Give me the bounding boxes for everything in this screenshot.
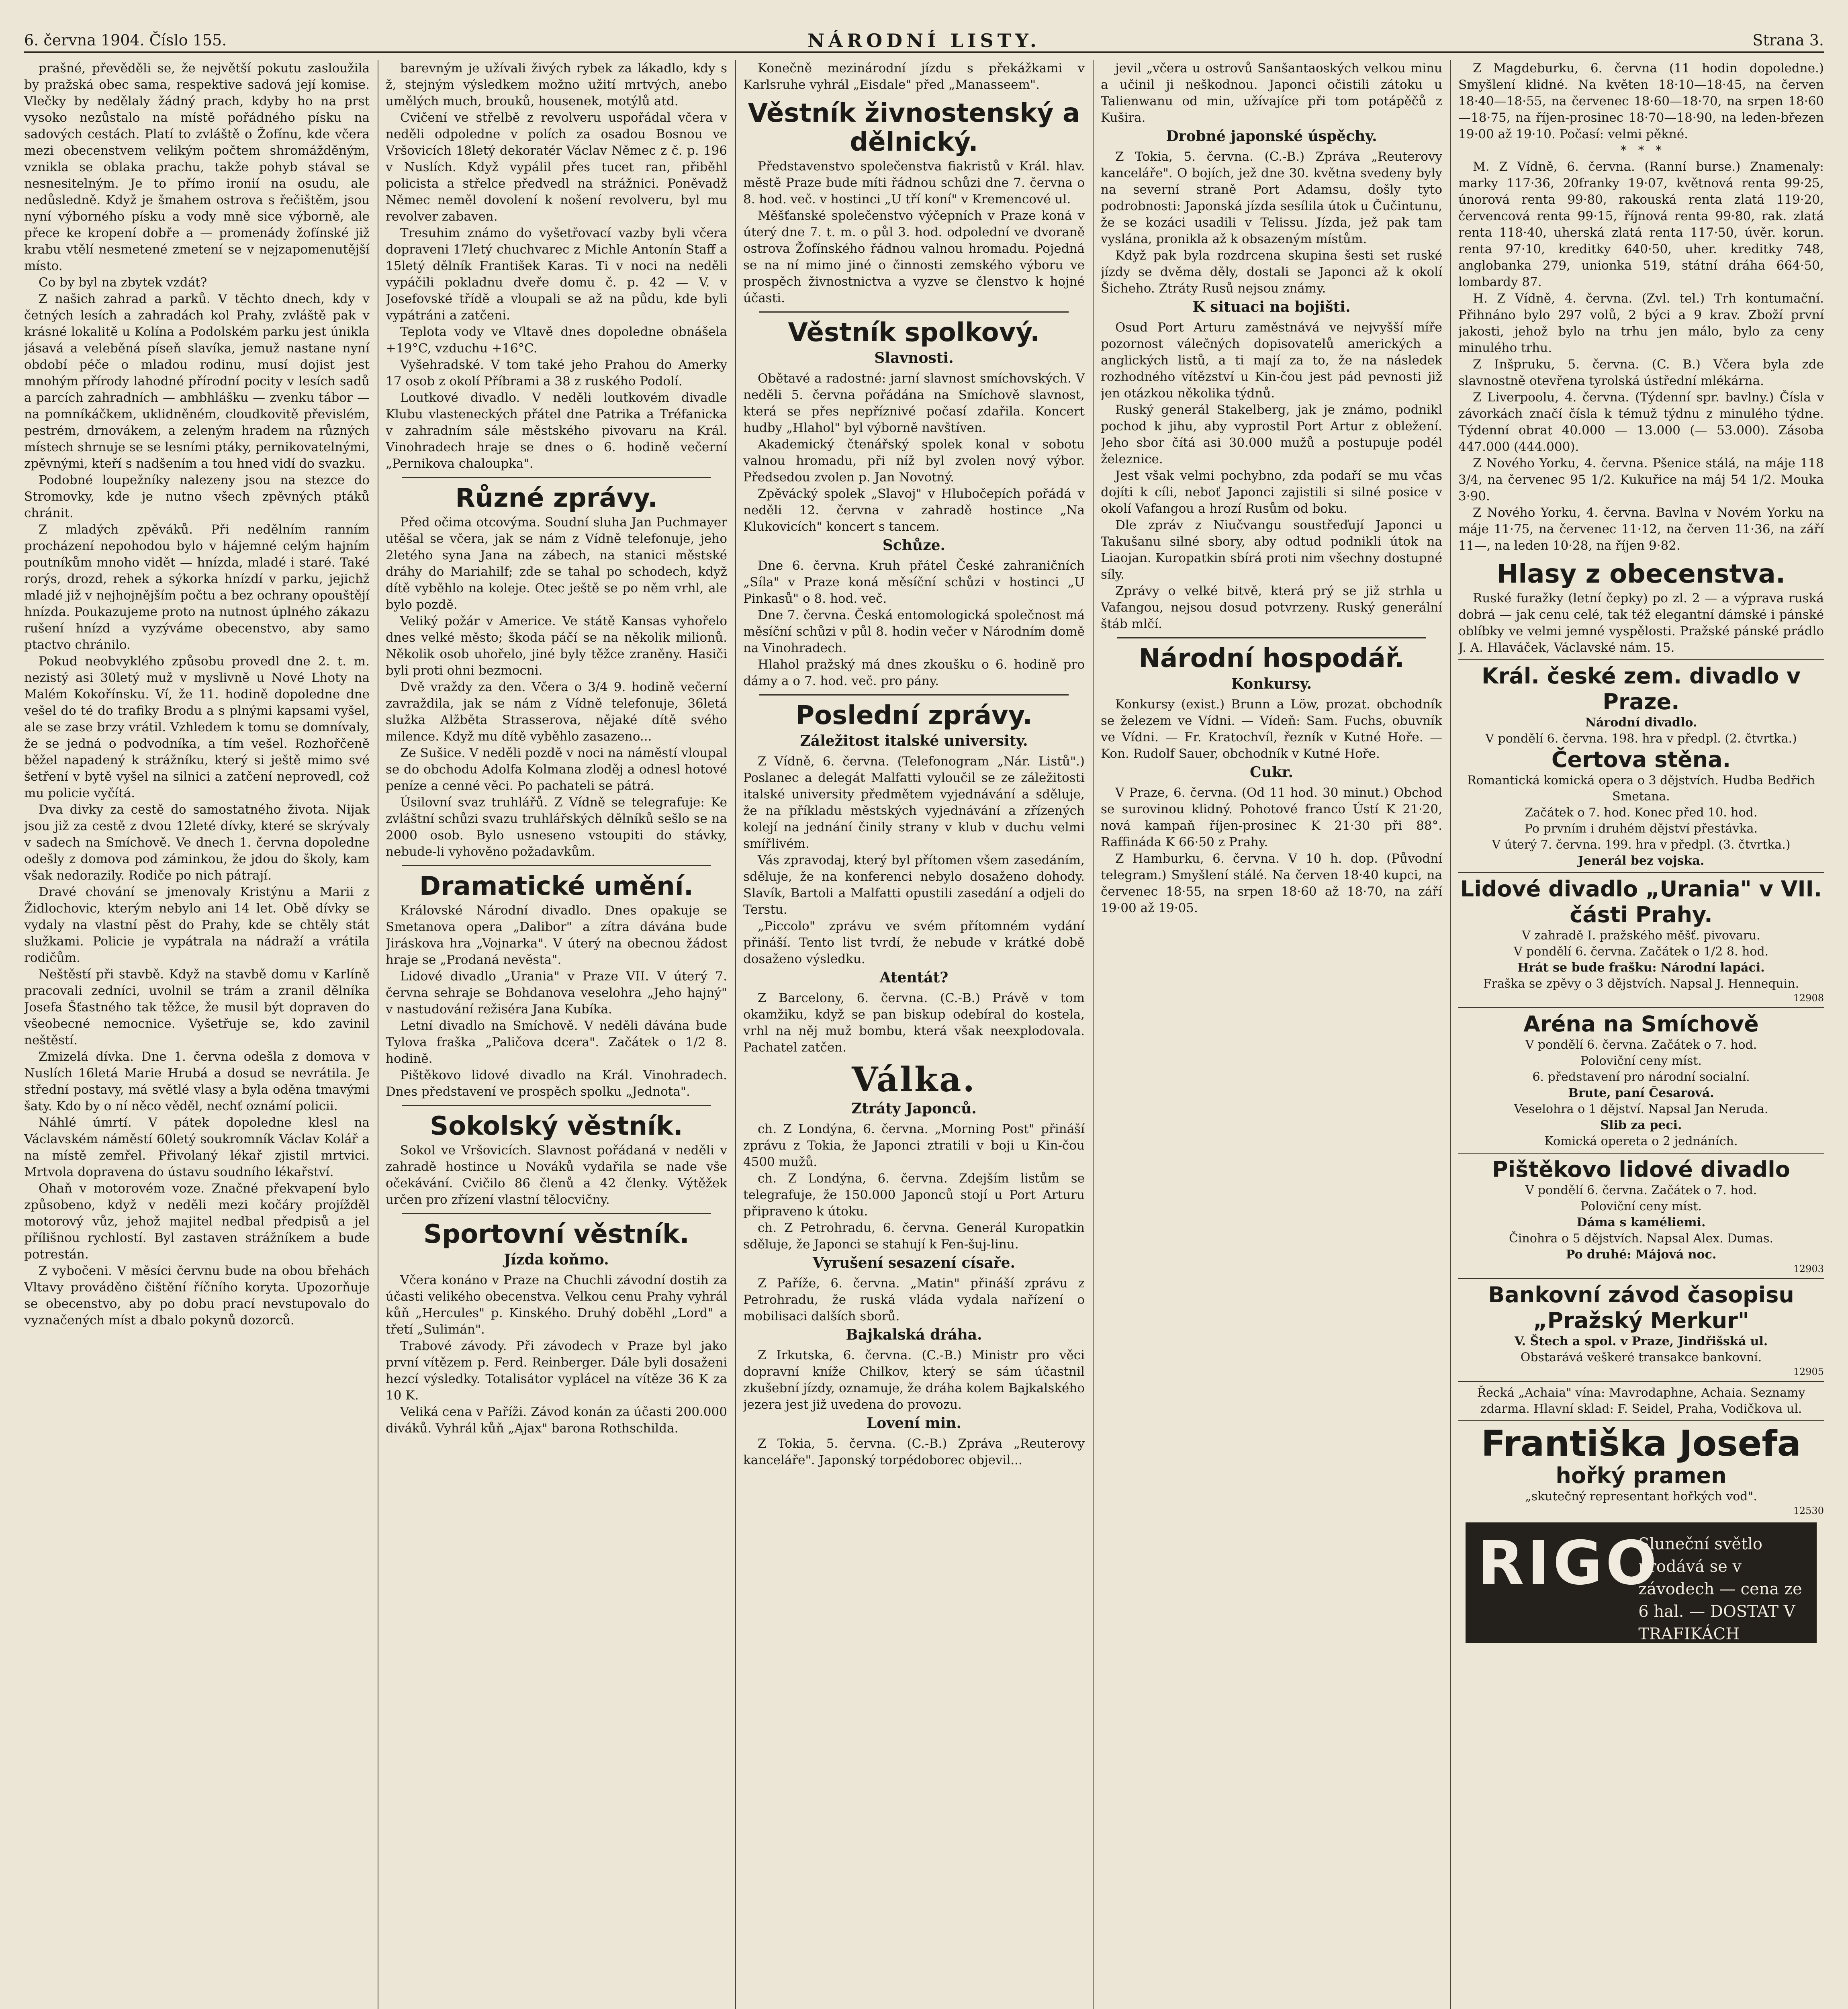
- article-paragraph: jevil „včera u ostrovů Sanšantaoských velkou minu a učinil ji neškodnou. Japonci očistili zátoku u Talienwanu od min, užívajíce při tom potápěčů z Kušira.: [1101, 61, 1442, 125]
- section-separator: [402, 1105, 711, 1106]
- ad-subtitle: Národní divadlo.: [1585, 716, 1697, 730]
- article-paragraph: barevným je užívali živých rybek za lákadlo, kdy s ž, stejným výsledkem možno užití mrtvých, anebo umělých much, brouků, housenek, motýlů atd.: [386, 61, 727, 108]
- theatre-ad: [1458, 659, 1824, 869]
- article-paragraph: Veliký požár v Americe. Ve státě Kansas vyhořelo dnes velké město; škoda páčí se na několik milionů. Několik osob uhořelo, jiné byly těžce zraněny. Hasiči byli proti ohni bezmocni.: [386, 614, 727, 678]
- ad-line: V pondělí 6. června. 198. hra v předpl. (2. čtvrtka.): [1485, 732, 1797, 746]
- article-paragraph: Ruský generál Stakelberg, jak je známo, podnikl pochod k jihu, aby vyprostil Port Artur z obležení. Jeho sbor čítá asi 30.000 mužů a postupuje podél železnice.: [1101, 403, 1442, 466]
- theatre-ad: [1458, 1007, 1824, 1150]
- subsection-heading: Záležitost italské university.: [800, 732, 1028, 749]
- subsection-heading: Bajkalská dráha.: [846, 1326, 982, 1343]
- article-paragraph: Osud Port Arturu zaměstnává ve nejvyšší míře pozornost válečných dopisovatelů amerických a anglických listů, a ti mají za to, že na následek rozhodného vítězství u Kin-čou jest pád pevnosti již jen otázkou několika týdnů.: [1101, 320, 1442, 401]
- ad-title: Král. české zem. divadlo v Praze.: [1481, 663, 1801, 714]
- column-1: [24, 60, 370, 2009]
- article-paragraph: Akademický čtenářský spolek konal v sobotu valnou hromadu, při níž byl zvolen nový výbor. Předsedou zvolen p. Jan Novotný.: [743, 437, 1085, 485]
- column-rule: [1093, 60, 1094, 2009]
- ad-play-title: Čertova stěna.: [1551, 747, 1731, 772]
- ad-line: V pondělí 6. června. Začátek o 1/2 8. hod.: [1513, 945, 1769, 959]
- article-paragraph: Ohaň v motorovém voze. Značné překvapení bylo způsobeno, když v neděli mezi kočáry projížděl motorový vůz, jehož majitel nedbal předpisů a jel přílišnou rychlostí. Byl zastaven strážníkem a bude potrestán.: [24, 1181, 370, 1262]
- section-heading: Hlasy z obecenstva.: [1496, 559, 1786, 589]
- subsection-heading: Drobné japonské úspěchy.: [1166, 128, 1377, 145]
- article-paragraph: Zmizelá dívka. Dne 1. června odešla z domova v Nuslích 16letá Marie Hrubá a dosud se nevrátila. Je střední postavy, má světlé vlasy a byla oděna tmavými šaty. Kdo by o ní něco věděl, nechť oznámí policii.: [24, 1050, 370, 1113]
- article-paragraph: Když pak byla rozdrcena skupina šesti set ruské jízdy se dvěma děly, dostali se Japonci až k okolí Šicheho. Ztráty Rusů nejsou známy.: [1101, 248, 1442, 296]
- article-paragraph: Cvičení ve střelbě z revolveru uspořádal včera v neděli odpoledne v polích za osadou Bosnou ve Vršovicích 18letý dekoratér Václav Němec z č. p. 196 v Nuslích. Když vypálil přes tucet ran, přiběhl policista a střelce předvedl na strážnici. Poněvadž Němec neměl dovolení k nošení revolveru, byl mu revolver zabaven.: [386, 110, 727, 224]
- article-paragraph: Dvě vraždy za den. Včera o 3/4 9. hodině večerní zavraždila, jak se nám z Vídně telefonuje, 36letá služka Alžběta Strasserova, nějaké dítě svého milence. Když mu dítě vyběhlo zasazeno...: [386, 680, 727, 744]
- ad-line: 6. představení pro národní socialní.: [1532, 1070, 1750, 1084]
- article-paragraph: Jest však velmi pochybno, zda podaří se mu včas dojíti k cíli, neboť Japonci zajistili si silné posice v okolí Vafangou a hrozí Rusům od boku.: [1101, 468, 1442, 516]
- article-paragraph: prašné, převěděli se, že největší pokutu zasloužila by pražská obec sama, respektive sadová její komise. Vlečky by nedělaly žádný prach, kdyby ho na prst vysoko nezůstalo na místě pořádného písku na sadových cestách. Platí to zvláště o Žofínu, kde včera mezi obecenstvem velikým počtem shromážděným, vznikla se oblaka prachu, takže pohyb stával se nesnesitelným. Je to přímo ironií na osudu, ale nedůsledně. Když je šmahem ostrova s řečištěm, jsou nyní výborného písku a vody mně sice výborně, ale přece ke kropení dobře a — promenády žofínské již krabu vtělí nesmetené zmetení se v nejzapomenutější místo.: [24, 61, 370, 273]
- ad-line: V pondělí 6. června. Začátek o 7. hod.: [1525, 1038, 1757, 1052]
- article-paragraph: M. Z Vídně, 6. června. (Ranní burse.) Znamenaly: marky 117·36, 20franky 19·07, květnová renta 99·25, únorová renta 99·80, rakouská renta zlatá 119·20, červencová renta 99·15, říjnová renta 99·80, rak. zlatá renta 118·40, uherská zlatá renta 117·50, úvěr. korun. renta 97·10, kreditky 640·50, uher. kreditky 748, anglobanka 279, unionka 519, státní dráha 664·50, lombardy 87.: [1458, 160, 1824, 289]
- asterism: * * *: [1620, 143, 1662, 158]
- subsection-heading: K situaci na bojišti.: [1192, 299, 1351, 315]
- ad-number: 12905: [1793, 1366, 1824, 1377]
- ad-line: Činohra o 5 dějstvích. Napsal Alex. Dumas.: [1509, 1232, 1774, 1246]
- ad-number: 12903: [1793, 1263, 1824, 1275]
- article-paragraph: Královské Národní divadlo. Dnes opakuje se Smetanova opera „Dalibor" a zítra dávána bude Jiráskova hra „Vojnarka". V úterý na obecnou žádost hraje se „Prodaná nevěsta".: [386, 903, 727, 967]
- ad-line: Obstarává veškeré transakce bankovní.: [1520, 1350, 1762, 1365]
- ad-title: Lidové divadlo „Urania" v VII. části Prahy.: [1460, 876, 1822, 927]
- rigo-ad-banner: [1466, 1522, 1817, 1643]
- article-paragraph: Z Paříže, 6. června. „Matin" přináší zprávu z Petrohradu, že ruská vláda vydala nařízení o mobilisaci dalších sborů.: [743, 1276, 1085, 1324]
- article-paragraph: Z mladých zpěváků. Při nedělním ranním procházení nepohodou bylo v hájemné celým hajním poutníkům mnoho vidět — hnízda, mladé i staré. Také rorýs, drozd, rehek a sýkorka hnízdí v parku, jejichž mladé již v nejhojnějším počtu a bez ochrany opouštějí hnízda. Poukazujeme proto na nutnost úplného zákazu rušení hnízd a vyzýváme obecenstvo, aby samo ptactvo chránilo.: [24, 522, 370, 652]
- subsection-heading: Jízda koňmo.: [504, 1251, 609, 1268]
- article-paragraph: Z Hamburku, 6. června. V 10 h. dop. (Původní telegram.) Smyšlení stálé. Na červen 18·40 kupci, na červenec 18·55, na srpen 18·60 až 18·70, na září 19·00 až 19·05.: [1101, 851, 1442, 915]
- article-paragraph: Z Nového Yorku, 4. června. Pšenice stálá, na máje 118 3/4, na červenec 95 1/2. Kukuřice na máj 54 1/2. Mouka 3·90.: [1458, 456, 1824, 503]
- article-paragraph: Z Tokia, 5. června. (C.-B.) Zpráva „Reuterovy kanceláře". Japonský torpédoborec objevil...: [743, 1436, 1085, 1467]
- article-paragraph: H. Z Vídně, 4. června. (Zvl. tel.) Trh kontumační. Přihnáno bylo 297 volů, 2 býci a 9 krav. Zboží první jakosti, jehož bylo na trhu jen málo, bylo za ceny minulého trhu.: [1458, 291, 1824, 355]
- ad-line: Romantická komická opera o 3 dějstvích. Hudba Bedřich Smetana.: [1467, 773, 1815, 804]
- ad-line: Brute, paní Česarová.: [1568, 1086, 1714, 1100]
- article-paragraph: Veliká cena v Paříži. Závod konán za účasti 200.000 diváků. Vyhrál kůň „Ajax" barona Rothschilda.: [386, 1405, 727, 1436]
- ad-title: Františka Josefa: [1481, 1423, 1801, 1464]
- column-3: [743, 60, 1085, 2009]
- section-heading: Věstník spolkový.: [788, 318, 1040, 348]
- ad-title: Pištěkovo lidové divadlo: [1492, 1157, 1790, 1182]
- article-paragraph: ch. Z Londýna, 6. června. „Morning Post" přináší zprávu z Tokia, že Japonci ztratili v boji u Kin-čou 4500 mužů.: [743, 1122, 1085, 1169]
- column-5: [1458, 60, 1824, 2009]
- ad-line: Fraška se zpěvy o 3 dějstvích. Napsal J. Hennequin.: [1483, 977, 1799, 991]
- article-paragraph: Pištěkovo lidové divadlo na Král. Vinohradech. Dnes představení ve prospěch spolku „Jednota".: [386, 1068, 727, 1099]
- article-paragraph: Z Irkutska, 6. června. (C.-B.) Ministr pro věci dopravní kníže Chilkov, který se sám účastnil zkušební jízdy, oznamuje, že dráha kolem Bajkalského jezera jest již uvedena do provozu.: [743, 1348, 1085, 1412]
- article-paragraph: Co by byl na zbytek vzdát?: [39, 275, 207, 290]
- section-heading: Válka.: [852, 1060, 976, 1099]
- ad-line: Veselohra o 1 dějství. Napsal Jan Neruda.: [1514, 1102, 1768, 1116]
- issue-date: 6. června 1904. Číslo 155.: [24, 31, 227, 49]
- section-heading: Sportovní věstník.: [423, 1219, 689, 1249]
- ad-title: Bankovní závod časopisu „Pražský Merkur": [1488, 1282, 1794, 1333]
- section-heading: Poslední zprávy.: [795, 701, 1032, 730]
- article-paragraph: Před očima otcovýma. Soudní sluha Jan Puchmayer utěšal se včera, jak se nám z Vídně telefonuje, jeho 2letého syna Jana na zábech, na stanici městské dráhy do Mariahilf; zde se tahal po schodech, když dítě vyběhlo na koleje. Otec ještě se po něm vrhl, ale bylo pozdě.: [386, 515, 727, 612]
- article-paragraph: Z Vídně, 6. června. (Telefonogram „Nár. Listů".) Poslanec a delegát Malfatti vyloučil se ze záležitosti italské university předmětem vyjednávání a sděluje, že na příkladu městských vyjednávání a zřízených kolejí na jednání činily strany v klub v duchu velmi smířlivém.: [743, 754, 1085, 851]
- section-heading: Sokolský věstník.: [430, 1111, 683, 1141]
- subsection-heading: Schůze.: [882, 537, 946, 554]
- theatre-ad: [1458, 1153, 1824, 1275]
- column-2: [386, 60, 727, 2009]
- rigo-slogan: Sluneční světlo prodává se v závodech — cena ze 6 hal. — DOSTAT V TRAFIKÁCH: [1638, 1535, 1802, 1643]
- ad-line: Jenerál bez vojska.: [1578, 854, 1705, 868]
- section-heading: Věstník živnostenský a dělnický.: [748, 98, 1080, 157]
- theatre-ad: [1458, 872, 1824, 1004]
- subsection-heading: Lovení min.: [866, 1415, 961, 1432]
- article-paragraph: Z Nového Yorku, 4. června. Bavlna v Novém Yorku na máje 11·75, na červenec 11·12, na červen 11·36, na září 11—, na leden 10·28, na říjen 9·82.: [1458, 505, 1824, 553]
- article-paragraph: Dle zpráv z Niučvangu soustřeďují Japonci u Takušanu silné sbory, aby odtud podnikli útok na Liaojan. Kuropatkin sbírá proti nim všechny dostupné síly.: [1101, 518, 1442, 582]
- section-heading: Národní hospodář.: [1139, 644, 1404, 673]
- article-paragraph: Z našich zahrad a parků. V těchto dnech, kdy v četných lesích a zahradách kol Prahy, zvláště pak v krásné lokalitě u Kolína a Podolském parku jest únikla jásavá a veleběná píseň slavíka, jemuž nastane nyní období péče o mladou rodinu, musí dojist jest mnohým přírody lahodné přírodní pocity v lesích sadů a parcích zahradních — ambhlášku — zvenku tábor — na pomníkáčkem, uklidněném, cloudkovitě převislém, pestrém, drnovákem, a zeleným hradem na různých místech shrnuje se se lesními ptáky, pernikovatelnými, zpěvnými, kteří s nadšením a tou hned vidí do svazku.: [24, 292, 370, 471]
- article-paragraph: Ze Sušice. V neděli pozdě v noci na náměstí vloupal se do obchodu Adolfa Kolmana zloděj a odnesl hotové peníze a cenné věci. Po pachateli se pátrá.: [386, 746, 727, 793]
- ad-line: V úterý 7. června. 199. hra v předpl. (3. čtvrtka.): [1492, 838, 1791, 852]
- article-paragraph: Včera konáno v Praze na Chuchli závodní dostih za účasti velikého obecenstva. Velkou cenu Prahy vyhrál kůň „Hercules" p. Kinského. Druhý doběhl „Lord" a třetí „Sulimán".: [386, 1273, 727, 1337]
- section-separator: [759, 694, 1069, 696]
- article-paragraph: Lidové divadlo „Urania" v Praze VII. V úterý 7. června sehraje se Bohdanova veselohra „Jeho hajný" v nastudování režiséra Jana Kubíka.: [386, 969, 727, 1017]
- column-rule: [735, 60, 736, 2009]
- subsection-heading: Cukr.: [1250, 764, 1293, 781]
- rigo-logo: RIGO: [1478, 1528, 1660, 1598]
- article-paragraph: Z vybočeni. V měsíci červnu bude na obou břehách Vltavy prováděno čištění říčního koryta. Upozorňuje se obecenstvo, aby po dobu prací nevstupovalo do vyznačených míst a dbalo pokynů dozorců.: [24, 1264, 370, 1328]
- ad-number: 12530: [1793, 1505, 1824, 1516]
- article-paragraph: Z Magdeburku, 6. června (11 hodin dopoledne.) Smyšlení klidné. Na květen 18·10—18·45, na červen 18·40—18·55, na červenec 18·60—18·70, na srpen 18·60—18·75, na říjen-prosinec 18·70—18·90, na leden-březen 19·00 až 19·10. Počasí: velmi pěkné.: [1458, 61, 1824, 141]
- page-number: Strana 3.: [1752, 31, 1824, 49]
- subsection-heading: Vyrušení sesazení císaře.: [812, 1254, 1016, 1271]
- article-paragraph: Představenstvo společenstva fiakristů v Král. hlav. městě Praze bude míti řádnou schůzi dne 7. června o 8. hod. več. v hostinci „U tří koní" v Kremencové ul.: [743, 159, 1085, 207]
- section-separator: [402, 1213, 711, 1214]
- article-paragraph: V Praze, 6. června. (Od 11 hod. 30 minut.) Obchod se surovinou klidný. Pohotové franco Ústí K 21·20, nová kampaň říjen-prosinec K 21·30 při 88°. Raffináda K 66·50 z Prahy.: [1101, 786, 1442, 849]
- subsection-heading: Atentát?: [879, 969, 949, 986]
- article-paragraph: Neštěstí při stavbě. Když na stavbě domu v Karlíně pracovali zedníci, uvolnil se trám a zranil dělníka Josefa Šťastného tak těžce, že musil být dopraven do všeobecné nemocnice. Vyšetřuje se, kdo zavinil neštěstí.: [24, 967, 370, 1047]
- ad-line: Poloviční ceny míst.: [1580, 1199, 1702, 1213]
- article-paragraph: Teplota vody ve Vltavě dnes dopoledne obnášela +19°C, vzduchu +16°C.: [386, 325, 727, 356]
- article-paragraph: Loutkové divadlo. V neděli loutkovém divadle Klubu vlasteneckých přátel dne Patrika a Tréfanicka v zahradním sále městského pivovaru na Král. Vinohradech hraje se dnes o 6. hodině večerní „Pernikova chaloupka".: [386, 391, 727, 471]
- mineral-water-ad: [1458, 1420, 1824, 1517]
- article-paragraph: Konkursy (exist.) Brunn a Löw, prozat. obchodník se železem ve Vídni. — Vídeň: Sam. Fuchs, obuvník ve Vídni. — Fr. Kratochvíl, řezník v Kutné Hoře. — Kon. Rudolf Sauer, obchodník v Kutné Hoře.: [1101, 697, 1442, 761]
- ad-line: „skutečný representant hořkých vod".: [1525, 1489, 1757, 1504]
- ad-number: 12908: [1793, 992, 1824, 1004]
- ad-line: Hrát se bude frašku: Národní lapáci.: [1517, 961, 1765, 975]
- article-paragraph: Letní divadlo na Smíchově. V neděli dávána bude Tylova fraška „Paličova dcera". Začátek o 1/2 8. hodině.: [386, 1019, 727, 1066]
- article-paragraph: Trabové závody. Při závodech v Praze byl jako první vítězem p. Ferd. Reinberger. Dále byli dosaženi hezcí výsledky. Totalisátor vyplácel na vítěze 36 K za 10 K.: [386, 1339, 727, 1403]
- section-separator: [1117, 637, 1426, 638]
- article-paragraph: ch. Z Londýna, 6. června. Zdejším listům se telegrafuje, že 150.000 Japonců stojí u Port Arturu připraveno k útoku.: [743, 1171, 1085, 1219]
- section-separator: [402, 477, 711, 478]
- article-paragraph: Dne 7. června. Česká entomologická společnost má měsíční schůzi v půl 8. hodin večer v Národním domě na Vinohradech.: [743, 608, 1085, 655]
- article-paragraph: Dravé chování se jmenovaly Kristýnu a Marii z Židlochovic, kterým nebylo ani 14 let. Obě dívky se vydaly na vlastní pěst do Prahy, kde se chtěly stát služkami. Policie je vypátrala na nádraží a vrátila rodičům.: [24, 885, 370, 965]
- section-separator: [402, 865, 711, 866]
- article-paragraph: Sokol ve Vršovicích. Slavnost pořádaná v neděli v zahradě hostince u Nováků vydařila se nade vše očekávání. Cvičilo 86 členů a 42 členky. Výtěžek určen pro zřízení vlastní tělocvičny.: [386, 1143, 727, 1207]
- newspaper-title: NÁRODNÍ LISTY.: [807, 30, 1041, 51]
- ad-line: Začátek o 7. hod. Konec před 10. hod.: [1525, 806, 1758, 820]
- ad-line: Komická opereta o 2 jednáních.: [1544, 1134, 1738, 1148]
- section-heading: Různé zprávy.: [455, 483, 658, 513]
- ad-line: Po druhé: Májová noc.: [1566, 1248, 1717, 1262]
- article-paragraph: Zprávy o velké bitvě, která prý se již strhla u Vafangou, nejsou dosud potvrzeny. Ruský generální štáb mlčí.: [1101, 584, 1442, 631]
- article-paragraph: „Piccolo" zprávu ve svém přítomném vydání přináší. Tento list tvrdí, že nebude v krátké době dosaženo výsledku.: [743, 919, 1085, 966]
- article-paragraph: Zpěvácký spolek „Slavoj" v Hlubočepích pořádá v neděli 12. června v zahradě hostince „Na Klukovicích" koncert s tancem.: [743, 487, 1085, 534]
- article-paragraph: Náhlé úmrtí. V pátek dopoledne klesl na Václavském náměstí 60letý soukromník Václav Kolář a na místě zemřel. Přivolaný lékař zjistil mrtvici. Mrtvola dopravena do ústavu soudního lékařství.: [24, 1115, 370, 1179]
- article-paragraph: Měšťanské společenstvo výčepních v Praze koná v úterý dne 7. t. m. o půl 3. hod. odpolední ve dvoraně ostrova Žofínského řádnou valnou hromadu. Pojedná se na ní mimo jiné o činnosti zemského výboru ve prospěch živnostnictva a vyzve se členstvo k hojné účasti.: [743, 209, 1085, 305]
- article-paragraph: Tresuhim známo do vyšetřovací vazby byli včera dopraveni 17letý chuchvarec z Michle Antonín Staff a 15letý dělník František Karas. Ti v noci na neděli vypáčili pokladnu dveře domu č. p. 42 — V. v Josefovské třídě a vloupali se až na půdu, kde byli vypátráni a zatčeni.: [386, 226, 727, 323]
- subsection-heading: Konkursy.: [1231, 675, 1312, 692]
- subsection-heading: Ztráty Japonců.: [851, 1100, 977, 1117]
- ad-line: V. Štech a spol. v Praze, Jindřišská ul.: [1514, 1334, 1768, 1348]
- ad-line: V zahradě I. pražského měšť. pivovaru.: [1522, 929, 1760, 943]
- ad-line: Poloviční ceny míst.: [1580, 1054, 1702, 1068]
- ad-title: Aréna na Smíchově: [1523, 1011, 1759, 1037]
- article-paragraph: Z Inšpruku, 5. června. (C. B.) Včera byla zde slavnostně otevřena tyrolská ústřední mlékárna.: [1458, 357, 1824, 388]
- subsection-heading: Slavnosti.: [874, 350, 954, 366]
- article-paragraph: ch. Z Petrohradu, 6. června. Generál Kuropatkin sděluje, že Japonci se stahují k Fen-šuj-linu.: [743, 1221, 1085, 1252]
- column-4: [1101, 60, 1442, 2009]
- article-paragraph: Dne 6. června. Kruh přátel České zahraničních „Síla" v Praze koná měsíční schůzi v hostinci „U Pinkasů" o 8. hod. več.: [743, 559, 1085, 606]
- article-paragraph: Z Liverpoolu, 4. června. (Týdenní spr. bavlny.) Čísla v závorkách značí čísla k témuž týdnu z minulého týdne. Týdenní obrat 40.000 — 13.000 (— 53.000). Zásoba 447.000 (444.000).: [1458, 390, 1824, 454]
- masthead: [24, 31, 1824, 53]
- article-paragraph: Vás zpravodaj, který byl přítomen všem zasedáním, sděluje, že na konferenci nebylo dosaženo dohody. Slavík, Bartoli a Malfatti opustili zasedání a odjeli do Terstu.: [743, 853, 1085, 917]
- article-paragraph: Podobné loupežníky nalezeny jsou na stezce do Stromovky, kde je nutno všech zpěvných ptáků chránit.: [24, 473, 370, 520]
- ad-line: Po prvním i druhém dějství přestávka.: [1525, 822, 1758, 836]
- ad-line: Dáma s kaméliemi.: [1576, 1215, 1706, 1230]
- article-paragraph: Konečně mezinárodní jízdu s překážkami v Karlsruhe vyhrál „Eisdale" před „Manasseem".: [743, 61, 1085, 92]
- section-heading: Dramatické umění.: [419, 872, 694, 901]
- ad-line: Řecká „Achaia" vína: Mavrodaphne, Achaia. Seznamy zdarma. Hlavní sklad: F. Seidel, Praha, Vodičkova ul.: [1477, 1386, 1805, 1416]
- article-paragraph: Hlahol pražský má dnes zkoušku o 6. hodině pro dámy a o 7. hod. več. pro pány.: [743, 657, 1085, 688]
- article-paragraph: Z Barcelony, 6. června. (C.-B.) Právě v tom okamžiku, když se pan biskup odebíral do kostela, vrhl na něj muž bombu, která však neexplodovala. Pachatel zatčen.: [743, 991, 1085, 1055]
- section-separator: [759, 311, 1069, 313]
- ad-line: V pondělí 6. června. Začátek o 7. hod.: [1525, 1183, 1757, 1197]
- wine-ad: [1458, 1381, 1824, 1417]
- article-paragraph: Z Tokia, 5. června. (C.-B.) Zpráva „Reuterovy kanceláře". O bojích, jež dne 30. května svedeny byly na severní straně Port Adamsu, došly tyto podrobnosti: Japonská jízda sesílila útok u Čučintunu, že se kozáci usadili v Telissu. Jízda, jež pak tam vyslána, pronikla až k obsazeným místům.: [1101, 149, 1442, 246]
- article-paragraph: Vyšehradské. V tom také jeho Prahou do Amerky 17 osob z okolí Příbrami a 38 z ruského Podolí.: [386, 358, 727, 389]
- article-paragraph: Úsilovní svaz truhlářů. Z Vídně se telegrafuje: Ke zvláštní schůzi svazu truhlářských dělníků sešlo se na 2000 osob. Bylo usneseno vstoupiti do stávky, nebude-li vyhověno požadavkům.: [386, 795, 727, 859]
- article-paragraph: Obětavé a radostné: jarní slavnost smíchovských. V neděli 5. června pořádána na Smíchově slavnost, která se přes nepříznivé počasí zdařila. Koncert hudby „Hlahol" byl výborně navštíven.: [743, 371, 1085, 435]
- article-paragraph: Pokud neobvyklého způsobu provedl dne 2. t. m. nezistý asi 30letý muž v myslivně u Nové Lhoty na Malém Kokořínsku. Ví, že 11. hodině dopoledne dne vešel do té do trafiky Brodu a s plnými kapsami vyšel, ale se zase brzy vrátil. Vzhledem k tomu se domnívaly, že se jedná o podvodníka, a tím vešel. Rozhořčeně běžel napadený k strážníku, který si ještě mimo své šetření v bytě vyšel na silnici a zatčení neprovedl, což mu policie vyčítá.: [24, 654, 370, 800]
- article-paragraph: Ruské furažky (letní čepky) po zl. 2 — a výprava ruská dobrá — jak cenu celé, tak též elegantní dámské i pánské oblíbky ve velmi jemné vyspělosti. Pražské pánské prádlo J. A. Hlaváček, Václavské nám. 15.: [1458, 591, 1824, 655]
- article-paragraph: Dva divky za cestě do samostatného života. Nijak jsou již za cestě z dvou 12leté dívky, které se skrývaly v sadech na Smíchově. Ve dnech 1. června dopoledne odešly z domova pod záminkou, že jdou do školy, kam však nedorazily. Rodiče po nich pátrají.: [24, 802, 370, 883]
- ad-line: Slib za peci.: [1600, 1118, 1682, 1132]
- column-rule: [1450, 60, 1451, 2009]
- ad-subtitle: hořký pramen: [1556, 1463, 1727, 1488]
- bank-ad: [1458, 1278, 1824, 1378]
